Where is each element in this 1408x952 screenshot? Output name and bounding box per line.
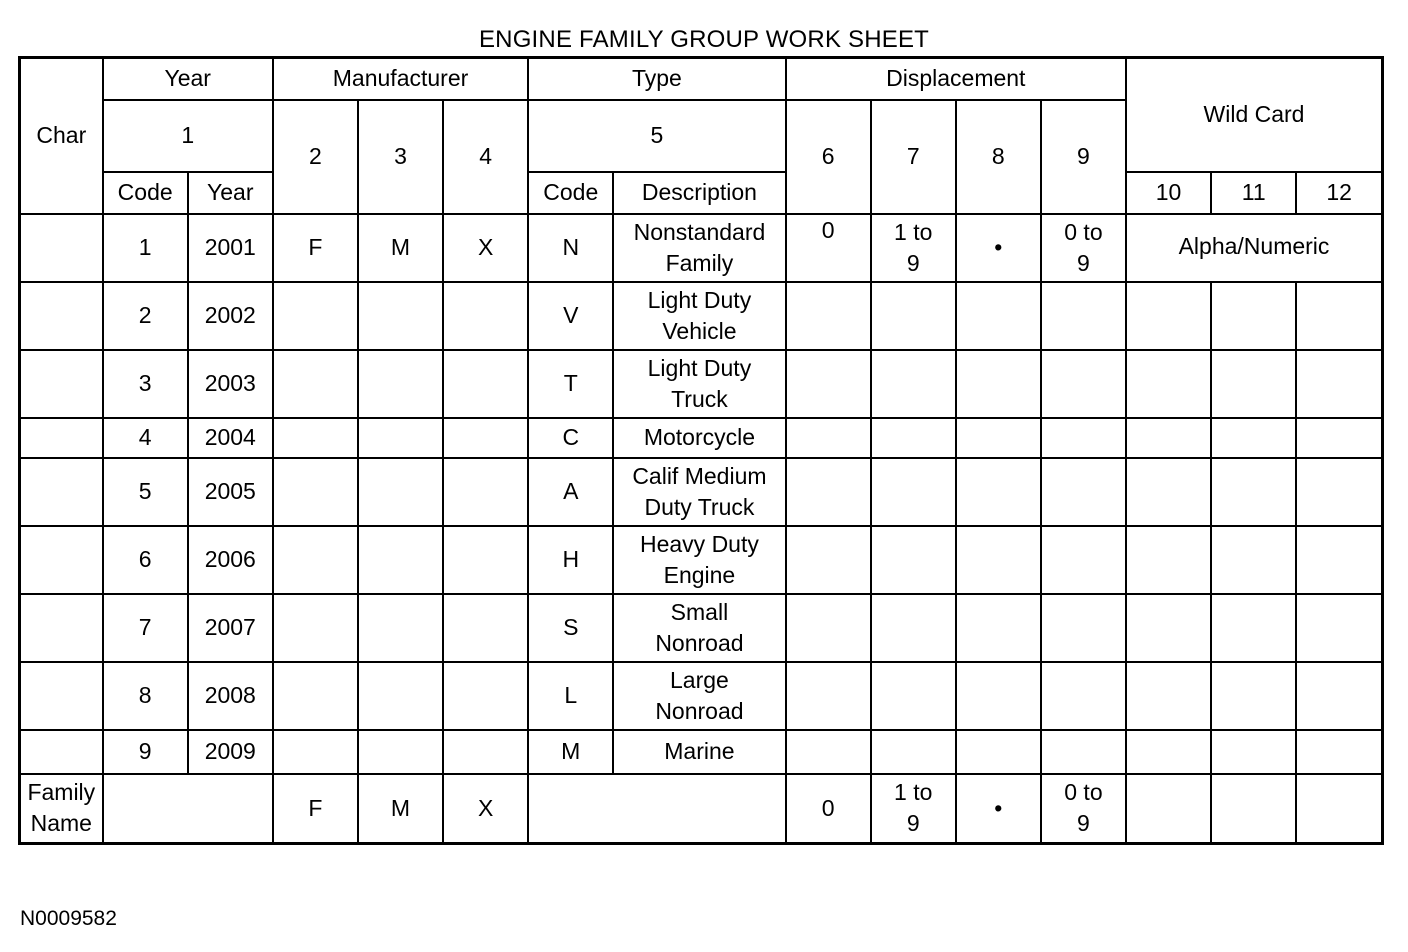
table-row: [20, 526, 1383, 594]
table-row: [20, 418, 1383, 458]
year-code-cell: 4: [103, 418, 188, 458]
description-line: Family: [665, 249, 734, 276]
description-line: Heavy Duty: [639, 530, 759, 557]
disp-cell: [871, 458, 956, 526]
wildcard-cell: Alpha/Numeric: [1126, 214, 1382, 282]
year-code-cell: 9: [103, 730, 188, 774]
disp-9-cell: [1041, 214, 1126, 282]
char-header: Char: [20, 58, 103, 214]
description-cell: [613, 458, 785, 526]
family-disp-6: 0: [786, 774, 871, 844]
year-cell: 2004: [188, 418, 273, 458]
disp-cell: [871, 350, 956, 418]
family-disp-7: [871, 774, 956, 844]
description-line: Nonroad: [655, 697, 744, 724]
disp-cell: [786, 662, 871, 730]
year-header: Year: [188, 172, 273, 214]
table-row: [20, 350, 1383, 418]
type-code-cell: L: [528, 662, 613, 730]
disp-line: 0 to: [1064, 779, 1103, 806]
table-row: [20, 730, 1383, 774]
family-wildcard-cell: [1126, 774, 1211, 844]
year-cell: 2001: [188, 214, 273, 282]
mfr-cell: [443, 730, 528, 774]
mfr-cell: M: [358, 214, 443, 282]
char-cell: [20, 282, 103, 350]
pos-1-header: 1: [103, 100, 273, 172]
description-line: Nonroad: [655, 629, 744, 656]
pos-2-header: 2: [273, 100, 358, 214]
type-code-cell: T: [528, 350, 613, 418]
disp-cell: [1041, 418, 1126, 458]
pos-5-header: 5: [528, 100, 785, 172]
header-row-columns: [20, 172, 1383, 214]
year-cell: 2003: [188, 350, 273, 418]
disp-cell: [871, 594, 956, 662]
description-line: Small: [670, 598, 729, 625]
displacement-group-header: Displacement: [786, 58, 1126, 100]
mfr-cell: [358, 594, 443, 662]
disp-cell: [1041, 662, 1126, 730]
description-line: Nonstandard: [633, 218, 766, 245]
year-cell: 2006: [188, 526, 273, 594]
family-wildcard-cell: [1211, 774, 1296, 844]
disp-cell: [1041, 526, 1126, 594]
char-cell: [20, 594, 103, 662]
description-line: Large: [670, 666, 729, 693]
description-cell: [613, 526, 785, 594]
description-cell: [613, 662, 785, 730]
table-row: [20, 594, 1383, 662]
disp-cell: [956, 418, 1041, 458]
engine-family-table: [18, 56, 1384, 845]
year-cell: 2009: [188, 730, 273, 774]
year-cell: 2007: [188, 594, 273, 662]
wildcard-cell: [1126, 662, 1211, 730]
wildcard-cell: [1126, 730, 1211, 774]
disp-cell: [786, 418, 871, 458]
year-code-cell: 5: [103, 458, 188, 526]
description-cell: [613, 214, 785, 282]
disp-cell: [871, 730, 956, 774]
wildcard-cell: [1126, 526, 1211, 594]
year-cell: 2008: [188, 662, 273, 730]
disp-cell: [1041, 350, 1126, 418]
mfr-cell: [273, 418, 358, 458]
disp-cell: [786, 458, 871, 526]
wildcard-cell: [1211, 350, 1296, 418]
wildcard-cell: [1296, 662, 1382, 730]
disp-cell: [956, 594, 1041, 662]
family-mfr-cell: X: [443, 774, 528, 844]
family-name-row: [20, 774, 1383, 844]
disp-line: 0 to: [1064, 218, 1103, 245]
family-disp-9: [1041, 774, 1126, 844]
description-cell: [613, 594, 785, 662]
char-cell: [20, 418, 103, 458]
header-row-groups: [20, 58, 1383, 100]
disp-cell: [786, 594, 871, 662]
disp-cell: [871, 662, 956, 730]
code-header: Code: [103, 172, 188, 214]
mfr-cell: [273, 594, 358, 662]
disp-line: 9: [1077, 249, 1090, 276]
wildcard-cell: [1126, 458, 1211, 526]
type-code-cell: V: [528, 282, 613, 350]
mfr-cell: [358, 282, 443, 350]
disp-cell: [1041, 282, 1126, 350]
mfr-cell: [358, 350, 443, 418]
description-cell: [613, 282, 785, 350]
year-group-header: Year: [103, 58, 273, 100]
wildcard-cell: [1126, 350, 1211, 418]
family-wildcard-cell: [1296, 774, 1382, 844]
pos-10-header: 10: [1126, 172, 1211, 214]
mfr-cell: [273, 662, 358, 730]
wildcard-cell: [1126, 594, 1211, 662]
description-line: Truck: [671, 385, 728, 412]
description-line: Light Duty: [647, 286, 752, 313]
type-code-cell: A: [528, 458, 613, 526]
wildcard-cell: [1211, 662, 1296, 730]
mfr-cell: X: [443, 214, 528, 282]
char-cell: [20, 662, 103, 730]
mfr-cell: [443, 662, 528, 730]
table-row: [20, 662, 1383, 730]
wildcard-cell: [1296, 350, 1382, 418]
disp-cell: [956, 458, 1041, 526]
disp-cell: [786, 350, 871, 418]
type-code-cell: H: [528, 526, 613, 594]
table-row: [20, 214, 1383, 282]
wildcard-cell: [1296, 282, 1382, 350]
disp-cell: [786, 730, 871, 774]
disp-line: 9: [906, 810, 920, 837]
pos-6-header: 6: [786, 100, 871, 214]
mfr-cell: [358, 418, 443, 458]
char-cell: [20, 730, 103, 774]
type-group-header: Type: [528, 58, 785, 100]
family-name-label: [20, 774, 103, 844]
type-code-cell: C: [528, 418, 613, 458]
disp-8-cell: •: [956, 214, 1041, 282]
wildcard-cell: [1211, 418, 1296, 458]
wildcard-cell: [1296, 730, 1382, 774]
year-code-cell: 1: [103, 214, 188, 282]
disp-7-cell: [871, 214, 956, 282]
wild-card-header: Wild Card: [1126, 58, 1382, 172]
wildcard-cell: [1211, 526, 1296, 594]
family-disp-8: •: [956, 774, 1041, 844]
pos-4-header: 4: [443, 100, 528, 214]
pos-11-header: 11: [1211, 172, 1296, 214]
pos-12-header: 12: [1296, 172, 1382, 214]
mfr-cell: [273, 730, 358, 774]
disp-cell: [1041, 594, 1126, 662]
disp-6-cell: 0: [786, 214, 871, 282]
disp-cell: [786, 282, 871, 350]
description-line: Vehicle: [662, 317, 737, 344]
mfr-cell: [443, 418, 528, 458]
pos-7-header: 7: [871, 100, 956, 214]
year-code-cell: 3: [103, 350, 188, 418]
mfr-cell: [358, 730, 443, 774]
pos-8-header: 8: [956, 100, 1041, 214]
description-cell: Motorcycle: [613, 418, 785, 458]
worksheet-title: ENGINE FAMILY GROUP WORK SHEET: [478, 26, 930, 53]
description-line: Duty Truck: [644, 493, 755, 520]
mfr-cell: [443, 350, 528, 418]
label-line: Family: [27, 779, 96, 806]
wildcard-cell: [1211, 594, 1296, 662]
disp-cell: [956, 526, 1041, 594]
table-row: [20, 458, 1383, 526]
year-cell: 2002: [188, 282, 273, 350]
wildcard-cell: [1126, 418, 1211, 458]
mfr-cell: F: [273, 214, 358, 282]
mfr-cell: [358, 526, 443, 594]
wildcard-cell: [1211, 282, 1296, 350]
type-code-cell: N: [528, 214, 613, 282]
char-cell: [20, 458, 103, 526]
wildcard-cell: [1296, 458, 1382, 526]
type-code-cell: S: [528, 594, 613, 662]
type-code-cell: M: [528, 730, 613, 774]
char-cell: [20, 526, 103, 594]
manufacturer-group-header: Manufacturer: [273, 58, 528, 100]
disp-line: 1 to: [894, 779, 933, 806]
wildcard-cell: [1126, 282, 1211, 350]
year-code-cell: 8: [103, 662, 188, 730]
table-row: [20, 282, 1383, 350]
family-year-cell: [103, 774, 273, 844]
disp-cell: [1041, 458, 1126, 526]
disp-cell: [956, 282, 1041, 350]
disp-cell: [956, 350, 1041, 418]
mfr-cell: [273, 458, 358, 526]
disp-cell: [871, 418, 956, 458]
disp-cell: [956, 662, 1041, 730]
mfr-cell: [273, 350, 358, 418]
mfr-cell: [443, 458, 528, 526]
wildcard-cell: [1211, 458, 1296, 526]
disp-line: 1 to: [894, 218, 933, 245]
description-line: Engine: [663, 561, 736, 588]
family-mfr-cell: M: [358, 774, 443, 844]
year-code-cell: 7: [103, 594, 188, 662]
disp-cell: [956, 730, 1041, 774]
wildcard-cell: [1296, 594, 1382, 662]
type-code-header: Code: [528, 172, 613, 214]
disp-cell: [786, 526, 871, 594]
description-header: Description: [613, 172, 785, 214]
wildcard-cell: [1296, 418, 1382, 458]
disp-line: 9: [906, 249, 920, 276]
description-cell: Marine: [613, 730, 785, 774]
char-cell: [20, 350, 103, 418]
mfr-cell: [443, 526, 528, 594]
description-line: Calif Medium: [632, 462, 767, 489]
label-line: Name: [30, 810, 92, 837]
description-cell: [613, 350, 785, 418]
year-code-cell: 2: [103, 282, 188, 350]
wildcard-cell: [1211, 730, 1296, 774]
family-mfr-cell: F: [273, 774, 358, 844]
description-line: Light Duty: [647, 354, 752, 381]
disp-cell: [871, 526, 956, 594]
year-cell: 2005: [188, 458, 273, 526]
figure-id: N0009582: [20, 907, 117, 930]
year-code-cell: 6: [103, 526, 188, 594]
disp-cell: [871, 282, 956, 350]
pos-9-header: 9: [1041, 100, 1126, 214]
mfr-cell: [443, 594, 528, 662]
mfr-cell: [273, 282, 358, 350]
disp-line: 9: [1077, 810, 1090, 837]
mfr-cell: [358, 458, 443, 526]
disp-cell: [1041, 730, 1126, 774]
char-cell: [20, 214, 103, 282]
family-type-cell: [528, 774, 785, 844]
pos-3-header: 3: [358, 100, 443, 214]
mfr-cell: [358, 662, 443, 730]
mfr-cell: [273, 526, 358, 594]
wildcard-cell: [1296, 526, 1382, 594]
mfr-cell: [443, 282, 528, 350]
